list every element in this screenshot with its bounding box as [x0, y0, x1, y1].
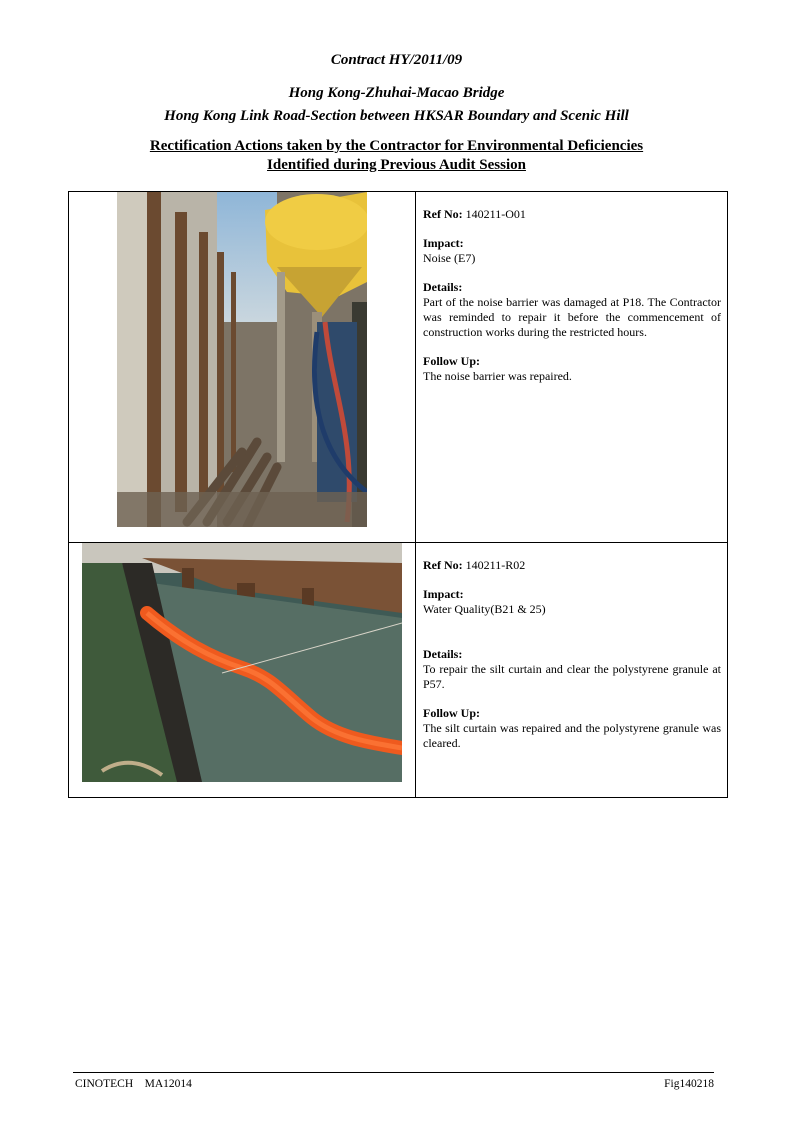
impact-label: Impact: [423, 236, 464, 250]
followup-label: Follow Up: [423, 354, 480, 368]
section-name: Hong Kong Link Road-Section between HKSAR Boundary and Scenic Hill [164, 108, 629, 124]
impact-value: Noise (E7) [423, 251, 476, 265]
ref-value: 140211-R02 [465, 558, 526, 572]
details-label: Details: [423, 280, 463, 294]
impact-block [423, 236, 721, 266]
footer-doc-code: MA12014 [144, 1078, 192, 1090]
followup-value: The noise barrier was repaired. [423, 369, 572, 383]
impact-label: Impact: [423, 587, 464, 601]
followup-block [423, 354, 721, 384]
table-row [69, 543, 728, 798]
page-title [0, 137, 793, 175]
project-name: Hong Kong-Zhuhai-Macao Bridge [288, 85, 505, 101]
ref-value: 140211-O01 [465, 207, 526, 221]
impact-value: Water Quality(B21 & 25) [423, 602, 546, 616]
photo-cell [69, 543, 416, 798]
noise-barrier-photo [117, 192, 367, 527]
followup-label: Follow Up: [423, 706, 480, 720]
photo-cell [69, 192, 416, 543]
details-block [423, 280, 721, 340]
details-value: Part of the noise barrier was damaged at P18. The Contractor was reminded to repair it before the commencement of construction works during the restricted hours. [423, 295, 721, 339]
ref-block [423, 207, 721, 222]
footer-divider [73, 1072, 714, 1073]
followup-value: The silt curtain was repaired and the polystyrene granule was cleared. [423, 721, 721, 750]
footer-left [75, 1078, 192, 1090]
record-info-2 [416, 543, 728, 798]
ref-label: Ref No: [423, 558, 463, 572]
ref-block [423, 558, 721, 573]
footer-figure-number: Fig140218 [664, 1078, 714, 1090]
table-row [69, 192, 728, 543]
followup-block [423, 706, 721, 751]
record-info-1 [416, 192, 728, 543]
silt-curtain-photo [82, 543, 402, 782]
details-label: Details: [423, 647, 463, 661]
details-block [423, 647, 721, 692]
page-title-line-2: Identified during Previous Audit Session [267, 157, 526, 173]
footer-company: CINOTECH [75, 1078, 134, 1090]
ref-label: Ref No: [423, 207, 463, 221]
contract-number: Contract HY/2011/09 [330, 52, 463, 68]
details-value: To repair the silt curtain and clear the polystyrene granule at P57. [423, 662, 721, 691]
page-title-line-1: Rectification Actions taken by the Contractor for Environmental Deficiencies [149, 138, 644, 154]
impact-block [423, 587, 721, 617]
deficiency-table [68, 191, 728, 798]
